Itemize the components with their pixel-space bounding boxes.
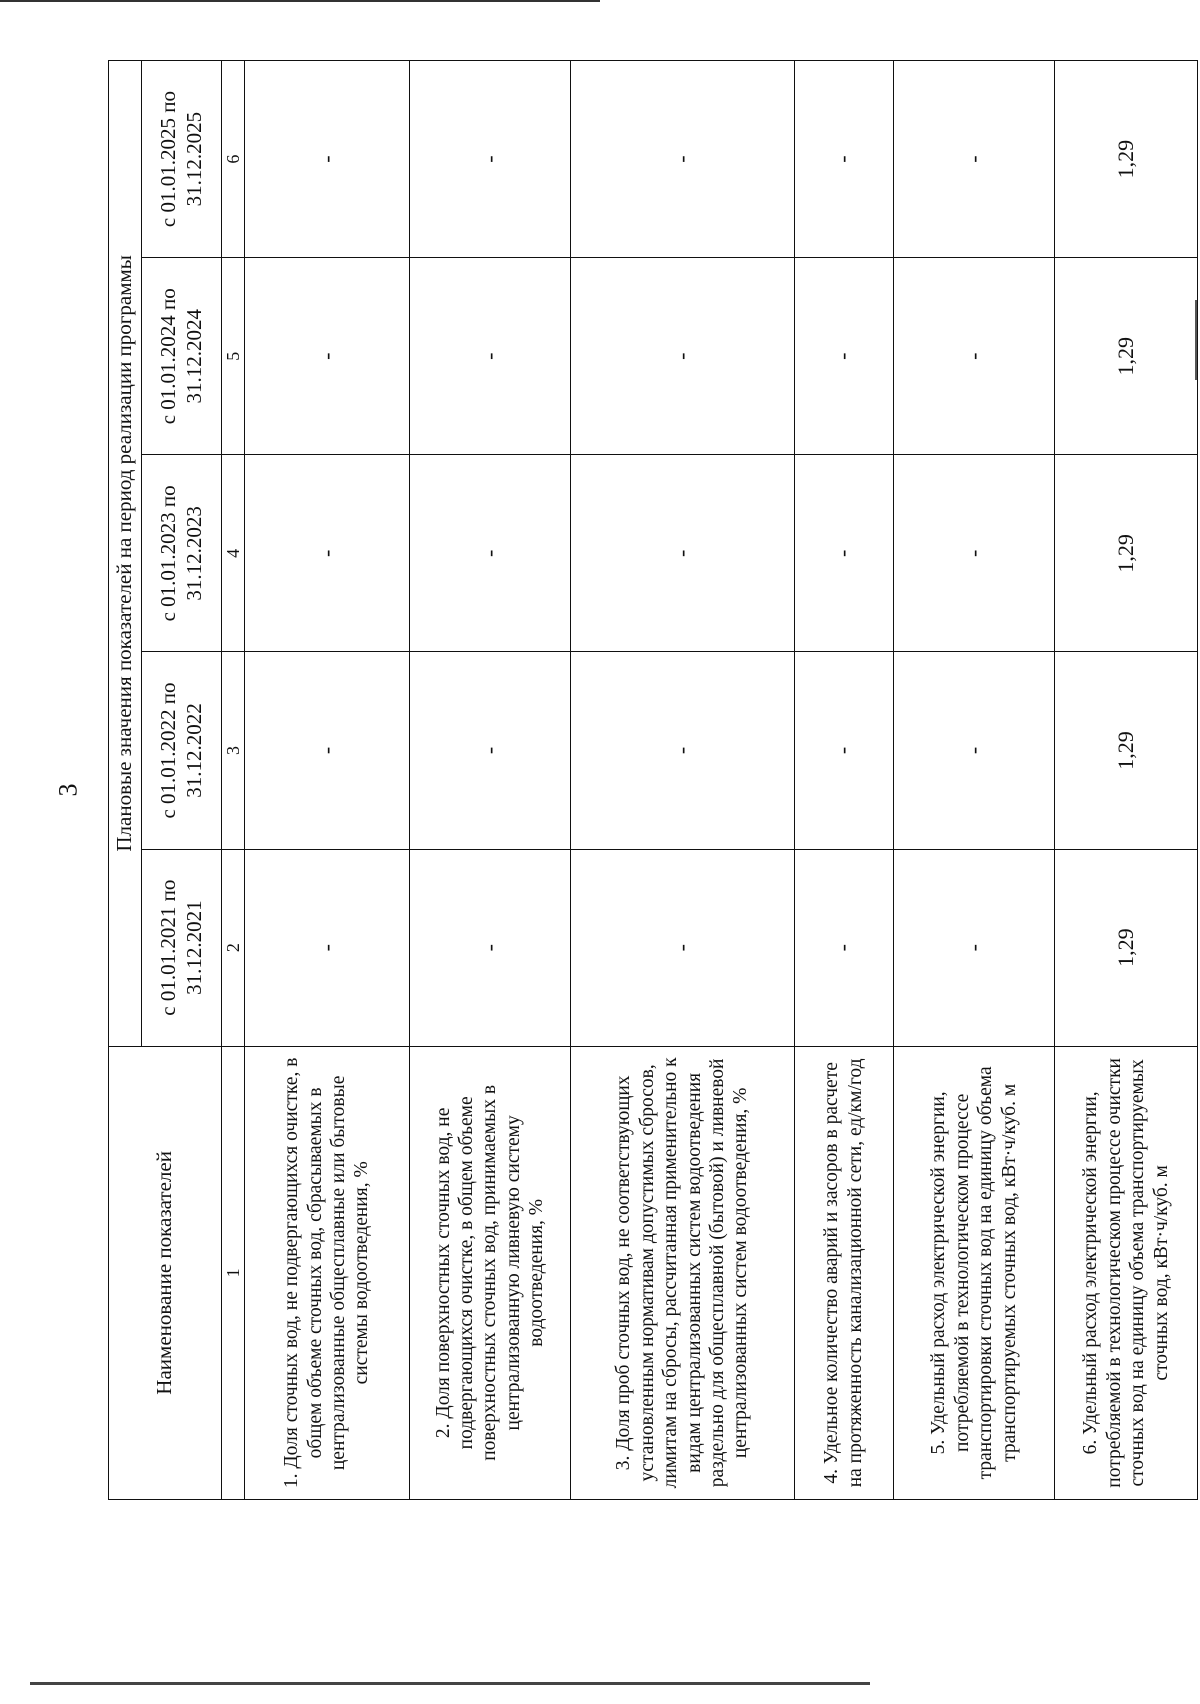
indicator-value: - bbox=[794, 61, 893, 258]
indicator-value: - bbox=[794, 652, 893, 849]
indicator-name: 5. Удельный расход электрической энергии, потребляемой в технологическом процессе транспортировки сточных вод на единицу объема транспортируемых сточных вод, кВт·ч/куб. м bbox=[893, 1046, 1054, 1499]
indicator-value: - bbox=[571, 61, 794, 258]
header-period: с 01.01.2023 по 31.12.2023 bbox=[142, 455, 222, 652]
indicator-value: - bbox=[245, 652, 410, 849]
indicator-value: 1,29 bbox=[1055, 652, 1198, 849]
indicator-name: 3. Доля проб сточных вод, не соответствующих установленным нормативам допустимых сбросов, лимитам на сбросы, рассчитанная применительно к видам централизованных систем водоотведения раздельно для общесплавной (бытовой) и ливневой централизованных систем водоотведения, % bbox=[571, 1046, 794, 1499]
indicator-value: - bbox=[245, 258, 410, 455]
table-row bbox=[1055, 61, 1198, 1500]
table-row bbox=[893, 61, 1054, 1500]
indicator-value: - bbox=[571, 849, 794, 1046]
indicator-name: 2. Доля поверхностных сточных вод, не подвергающихся очистке, в общем объеме поверхностных сточных вод, принимаемых в централизованную ливневую систему водоотведения, % bbox=[410, 1046, 571, 1499]
column-number: 1 bbox=[222, 1046, 245, 1499]
indicator-value: 1,29 bbox=[1055, 258, 1198, 455]
indicator-value: - bbox=[245, 61, 410, 258]
indicator-value: - bbox=[794, 455, 893, 652]
page-number: 3 bbox=[53, 783, 83, 797]
header-indicator-name: Наименование показателей bbox=[109, 1046, 222, 1499]
header-row-plan bbox=[109, 61, 142, 1500]
header-period: с 01.01.2025 по 31.12.2025 bbox=[142, 61, 222, 258]
indicator-value: - bbox=[245, 849, 410, 1046]
column-number: 2 bbox=[222, 849, 245, 1046]
indicators-table bbox=[108, 60, 1198, 1500]
indicator-value: - bbox=[410, 258, 571, 455]
indicator-value: - bbox=[571, 652, 794, 849]
indicator-value: - bbox=[794, 849, 893, 1046]
header-period: с 01.01.2024 по 31.12.2024 bbox=[142, 258, 222, 455]
scan-edge-bottom bbox=[30, 1682, 870, 1685]
rotated-table-wrapper bbox=[108, 60, 1198, 1500]
indicator-name: 4. Удельное количество аварий и засоров в расчете на протяженность канализационной сети, ед/км/год bbox=[794, 1046, 893, 1499]
indicator-name: 1. Доля сточных вод, не подвергающихся очистке, в общем объеме сточных вод, сбрасываемых в централизованные общесплавные или бытовые системы водоотведения, % bbox=[245, 1046, 410, 1499]
indicator-value: 1,29 bbox=[1055, 61, 1198, 258]
column-number: 4 bbox=[222, 455, 245, 652]
indicator-value: - bbox=[893, 455, 1054, 652]
column-number: 5 bbox=[222, 258, 245, 455]
indicator-value: - bbox=[893, 849, 1054, 1046]
indicator-value: - bbox=[794, 258, 893, 455]
scan-edge-top bbox=[0, 0, 600, 2]
indicator-value: - bbox=[893, 652, 1054, 849]
indicator-value: 1,29 bbox=[1055, 455, 1198, 652]
header-period: с 01.01.2022 по 31.12.2022 bbox=[142, 652, 222, 849]
table-row bbox=[410, 61, 571, 1500]
indicator-value: 1,29 bbox=[1055, 849, 1198, 1046]
table-row bbox=[245, 61, 410, 1500]
indicator-value: - bbox=[410, 849, 571, 1046]
header-period: с 01.01.2021 по 31.12.2021 bbox=[142, 849, 222, 1046]
indicator-value: - bbox=[410, 61, 571, 258]
header-row-column-numbers bbox=[222, 61, 245, 1500]
indicator-value: - bbox=[245, 455, 410, 652]
column-number: 3 bbox=[222, 652, 245, 849]
indicator-value: - bbox=[410, 652, 571, 849]
header-plan-values: Плановые значения показателей на период реализации программы bbox=[109, 61, 142, 1047]
indicator-value: - bbox=[410, 455, 571, 652]
column-number: 6 bbox=[222, 61, 245, 258]
indicator-value: - bbox=[571, 455, 794, 652]
table-row bbox=[571, 61, 794, 1500]
indicator-value: - bbox=[893, 258, 1054, 455]
indicator-value: - bbox=[571, 258, 794, 455]
indicator-name: 6. Удельный расход электрической энергии, потребляемой в технологическом процессе очистки сточных вод на единицу объема транспортируемых сточных вод, кВт·ч/куб. м bbox=[1055, 1046, 1198, 1499]
table-row bbox=[794, 61, 893, 1500]
indicator-value: - bbox=[893, 61, 1054, 258]
